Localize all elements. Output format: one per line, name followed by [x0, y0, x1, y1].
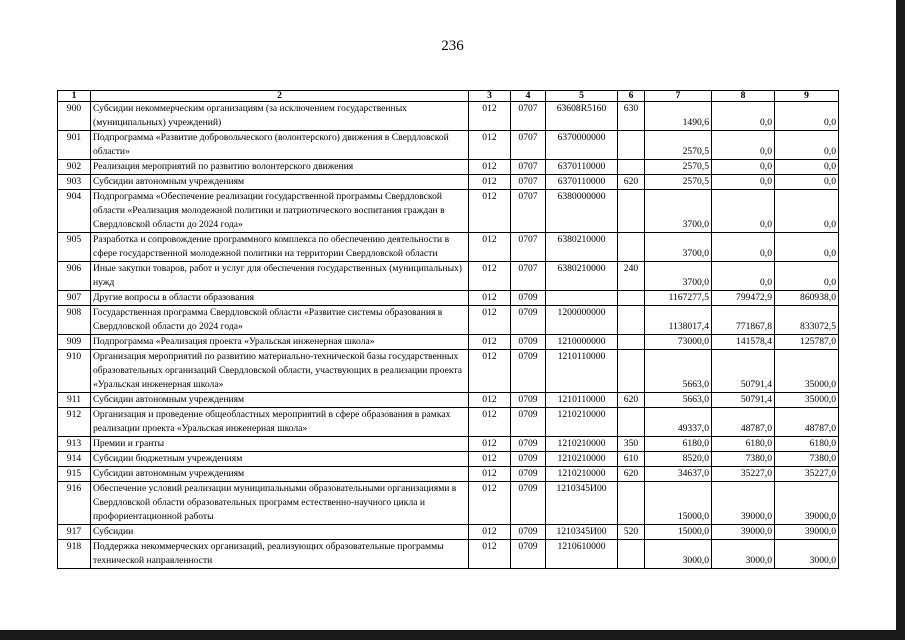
table-row [58, 262, 839, 291]
header-row [58, 91, 839, 102]
ministry-code: 012 [469, 160, 511, 175]
row-number: 903 [58, 175, 91, 190]
amount-col8: 50791,4 [712, 393, 775, 408]
amount-col8: 0,0 [712, 175, 775, 190]
section-code: 0709 [511, 393, 546, 408]
amount-col7: 3000,0 [645, 540, 712, 569]
target-code: 1210210000 [546, 467, 618, 482]
row-number: 907 [58, 291, 91, 306]
expense-type-code [618, 306, 645, 335]
item-name: Субсидии бюджетным учреждениям [91, 452, 469, 467]
ministry-code: 012 [469, 393, 511, 408]
scan-border-bottom [0, 630, 905, 640]
amount-col7: 15000,0 [645, 525, 712, 540]
ministry-code: 012 [469, 482, 511, 525]
table-row [58, 437, 839, 452]
item-name: Другие вопросы в области образования [91, 291, 469, 306]
amount-col8: 3000,0 [712, 540, 775, 569]
amount-col8: 0,0 [712, 233, 775, 262]
scan-border-right [896, 0, 905, 640]
row-number: 916 [58, 482, 91, 525]
amount-col9: 0,0 [775, 190, 839, 233]
amount-col9: 125787,0 [775, 335, 839, 350]
row-number: 906 [58, 262, 91, 291]
target-code: 1210210000 [546, 452, 618, 467]
table-row [58, 335, 839, 350]
expense-type-code: 620 [618, 175, 645, 190]
target-code: 1210345И00 [546, 482, 618, 525]
target-code: 1210110000 [546, 393, 618, 408]
amount-col7: 1167277,5 [645, 291, 712, 306]
row-number: 911 [58, 393, 91, 408]
section-code: 0707 [511, 262, 546, 291]
ministry-code: 012 [469, 350, 511, 393]
ministry-code: 012 [469, 262, 511, 291]
amount-col9: 35227,0 [775, 467, 839, 482]
column-header-5: 5 [546, 91, 618, 102]
column-header-1: 1 [58, 91, 91, 102]
item-name: Разработка и сопровождение программного комплекса по обеспечению деятельности в сфере государственной молодежной политики на территории Свердловской области [91, 233, 469, 262]
column-header-8: 8 [712, 91, 775, 102]
amount-col9: 39000,0 [775, 482, 839, 525]
amount-col9: 860938,0 [775, 291, 839, 306]
table-row [58, 482, 839, 525]
amount-col9: 48787,0 [775, 408, 839, 437]
page-number: 236 [441, 38, 464, 54]
section-code: 0709 [511, 525, 546, 540]
amount-col7: 2570,5 [645, 175, 712, 190]
target-code: 1210110000 [546, 350, 618, 393]
table-body [58, 102, 839, 569]
table-row [58, 540, 839, 569]
ministry-code: 012 [469, 306, 511, 335]
ministry-code: 012 [469, 131, 511, 160]
column-header-9: 9 [775, 91, 839, 102]
ministry-code: 012 [469, 291, 511, 306]
column-header-2: 2 [91, 91, 469, 102]
amount-col8: 48787,0 [712, 408, 775, 437]
expense-type-code: 610 [618, 452, 645, 467]
expense-type-code [618, 131, 645, 160]
row-number: 917 [58, 525, 91, 540]
table-row [58, 525, 839, 540]
amount-col7: 73000,0 [645, 335, 712, 350]
amount-col8: 39000,0 [712, 482, 775, 525]
amount-col8: 0,0 [712, 131, 775, 160]
expense-type-code [618, 160, 645, 175]
row-number: 915 [58, 467, 91, 482]
row-number: 914 [58, 452, 91, 467]
amount-col7: 15000,0 [645, 482, 712, 525]
table-row [58, 131, 839, 160]
amount-col8: 6180,0 [712, 437, 775, 452]
ministry-code: 012 [469, 190, 511, 233]
section-code: 0707 [511, 160, 546, 175]
amount-col9: 35000,0 [775, 350, 839, 393]
amount-col7: 3700,0 [645, 233, 712, 262]
amount-col9: 0,0 [775, 262, 839, 291]
amount-col7: 3700,0 [645, 262, 712, 291]
section-code: 0707 [511, 175, 546, 190]
row-number: 904 [58, 190, 91, 233]
item-name: Реализация мероприятий по развитию волонтерского движения [91, 160, 469, 175]
expense-type-code: 240 [618, 262, 645, 291]
section-code: 0709 [511, 482, 546, 525]
section-code: 0709 [511, 467, 546, 482]
ministry-code: 012 [469, 335, 511, 350]
target-code: 1210210000 [546, 408, 618, 437]
expense-type-code [618, 350, 645, 393]
amount-col7: 49337,0 [645, 408, 712, 437]
target-code: 63608R5160 [546, 102, 618, 131]
amount-col7: 1138017,4 [645, 306, 712, 335]
row-number: 913 [58, 437, 91, 452]
row-number: 910 [58, 350, 91, 393]
item-name: Государственная программа Свердловской области «Развитие системы образования в Свердловской области до 2024 года» [91, 306, 469, 335]
column-header-7: 7 [645, 91, 712, 102]
ministry-code: 012 [469, 408, 511, 437]
expense-type-code: 620 [618, 467, 645, 482]
row-number: 912 [58, 408, 91, 437]
row-number: 908 [58, 306, 91, 335]
amount-col7: 2570,5 [645, 131, 712, 160]
section-code: 0707 [511, 102, 546, 131]
amount-col7: 5663,0 [645, 393, 712, 408]
amount-col8: 771867,8 [712, 306, 775, 335]
amount-col7: 3700,0 [645, 190, 712, 233]
expense-type-code: 630 [618, 102, 645, 131]
target-code: 1210610000 [546, 540, 618, 569]
amount-col9: 0,0 [775, 233, 839, 262]
target-code: 6380210000 [546, 233, 618, 262]
expense-type-code [618, 335, 645, 350]
target-code: 1200000000 [546, 306, 618, 335]
row-number: 909 [58, 335, 91, 350]
amount-col7: 5663,0 [645, 350, 712, 393]
table-row [58, 291, 839, 306]
row-number: 900 [58, 102, 91, 131]
table-row [58, 393, 839, 408]
table-row [58, 190, 839, 233]
amount-col7: 2570,5 [645, 160, 712, 175]
expense-type-code [618, 233, 645, 262]
ministry-code: 012 [469, 540, 511, 569]
item-name: Субсидии [91, 525, 469, 540]
table-row [58, 233, 839, 262]
ministry-code: 012 [469, 452, 511, 467]
target-code: 1210000000 [546, 335, 618, 350]
ministry-code: 012 [469, 525, 511, 540]
target-code: 6380210000 [546, 262, 618, 291]
table-row [58, 102, 839, 131]
amount-col7: 8520,0 [645, 452, 712, 467]
section-code: 0707 [511, 131, 546, 160]
target-code: 1210210000 [546, 437, 618, 452]
amount-col9: 0,0 [775, 131, 839, 160]
target-code: 1210345И00 [546, 525, 618, 540]
amount-col9: 7380,0 [775, 452, 839, 467]
amount-col8: 0,0 [712, 102, 775, 131]
amount-col8: 799472,9 [712, 291, 775, 306]
column-header-4: 4 [511, 91, 546, 102]
item-name: Организация и проведение общеобластных мероприятий в сфере образования в рамках реализации проекта «Уральская инженерная школа» [91, 408, 469, 437]
target-code: 6380000000 [546, 190, 618, 233]
item-name: Субсидии некоммерческим организациям (за исключением государственных (муниципальных) учреждений) [91, 102, 469, 131]
row-number: 905 [58, 233, 91, 262]
row-number: 902 [58, 160, 91, 175]
ministry-code: 012 [469, 467, 511, 482]
expense-type-code [618, 540, 645, 569]
item-name: Обеспечение условий реализации муниципальными образовательными организациями в Свердловской области образовательных программ естественно-научного цикла и профориентационной работы [91, 482, 469, 525]
amount-col9: 0,0 [775, 175, 839, 190]
amount-col9: 35000,0 [775, 393, 839, 408]
ministry-code: 012 [469, 102, 511, 131]
table-row [58, 306, 839, 335]
amount-col9: 833072,5 [775, 306, 839, 335]
expense-type-code: 620 [618, 393, 645, 408]
amount-col8: 39000,0 [712, 525, 775, 540]
ministry-code: 012 [469, 437, 511, 452]
amount-col8: 50791,4 [712, 350, 775, 393]
item-name: Подпрограмма «Обеспечение реализации государственной программы Свердловской области «Реализация молодежной политики и патриотического воспитания граждан в Свердловской области до 2024 года» [91, 190, 469, 233]
ministry-code: 012 [469, 233, 511, 262]
amount-col9: 0,0 [775, 102, 839, 131]
amount-col8: 0,0 [712, 262, 775, 291]
budget-table [57, 90, 839, 569]
column-header-3: 3 [469, 91, 511, 102]
table-row [58, 467, 839, 482]
item-name: Подпрограмма «Реализация проекта «Уральская инженерная школа» [91, 335, 469, 350]
target-code: 6370000000 [546, 131, 618, 160]
item-name: Иные закупки товаров, работ и услуг для обеспечения государственных (муниципальных) нужд [91, 262, 469, 291]
amount-col9: 39000,0 [775, 525, 839, 540]
section-code: 0709 [511, 350, 546, 393]
section-code: 0709 [511, 306, 546, 335]
table-row [58, 408, 839, 437]
section-code: 0709 [511, 437, 546, 452]
item-name: Субсидии автономным учреждениям [91, 393, 469, 408]
item-name: Подпрограмма «Развитие добровольческого (волонтерского) движения в Свердловской области» [91, 131, 469, 160]
amount-col9: 3000,0 [775, 540, 839, 569]
table-row [58, 452, 839, 467]
row-number: 901 [58, 131, 91, 160]
amount-col7: 6180,0 [645, 437, 712, 452]
section-code: 0707 [511, 233, 546, 262]
item-name: Субсидии автономным учреждениям [91, 175, 469, 190]
expense-type-code [618, 408, 645, 437]
section-code: 0709 [511, 452, 546, 467]
amount-col8: 7380,0 [712, 452, 775, 467]
target-code: 6370110000 [546, 160, 618, 175]
amount-col7: 1490,6 [645, 102, 712, 131]
item-name: Поддержка некоммерческих организаций, реализующих образовательные программы технической направленности [91, 540, 469, 569]
amount-col8: 35227,0 [712, 467, 775, 482]
expense-type-code [618, 190, 645, 233]
section-code: 0709 [511, 291, 546, 306]
item-name: Организация мероприятий по развитию материально-технической базы государственных образовательных организаций Свердловской области, участвующих в реализации проекта «Уральская инженерная школа» [91, 350, 469, 393]
amount-col7: 34637,0 [645, 467, 712, 482]
section-code: 0709 [511, 408, 546, 437]
ministry-code: 012 [469, 175, 511, 190]
amount-col9: 0,0 [775, 160, 839, 175]
target-code [546, 291, 618, 306]
target-code: 6370110000 [546, 175, 618, 190]
expense-type-code [618, 482, 645, 525]
table-row [58, 160, 839, 175]
section-code: 0707 [511, 190, 546, 233]
amount-col9: 6180,0 [775, 437, 839, 452]
expense-type-code: 520 [618, 525, 645, 540]
item-name: Субсидии автономным учреждениям [91, 467, 469, 482]
section-code: 0709 [511, 335, 546, 350]
section-code: 0709 [511, 540, 546, 569]
row-number: 918 [58, 540, 91, 569]
table-row [58, 350, 839, 393]
amount-col8: 141578,4 [712, 335, 775, 350]
expense-type-code: 350 [618, 437, 645, 452]
table-row [58, 175, 839, 190]
column-header-6: 6 [618, 91, 645, 102]
expense-type-code [618, 291, 645, 306]
amount-col8: 0,0 [712, 190, 775, 233]
amount-col8: 0,0 [712, 160, 775, 175]
item-name: Премии и гранты [91, 437, 469, 452]
